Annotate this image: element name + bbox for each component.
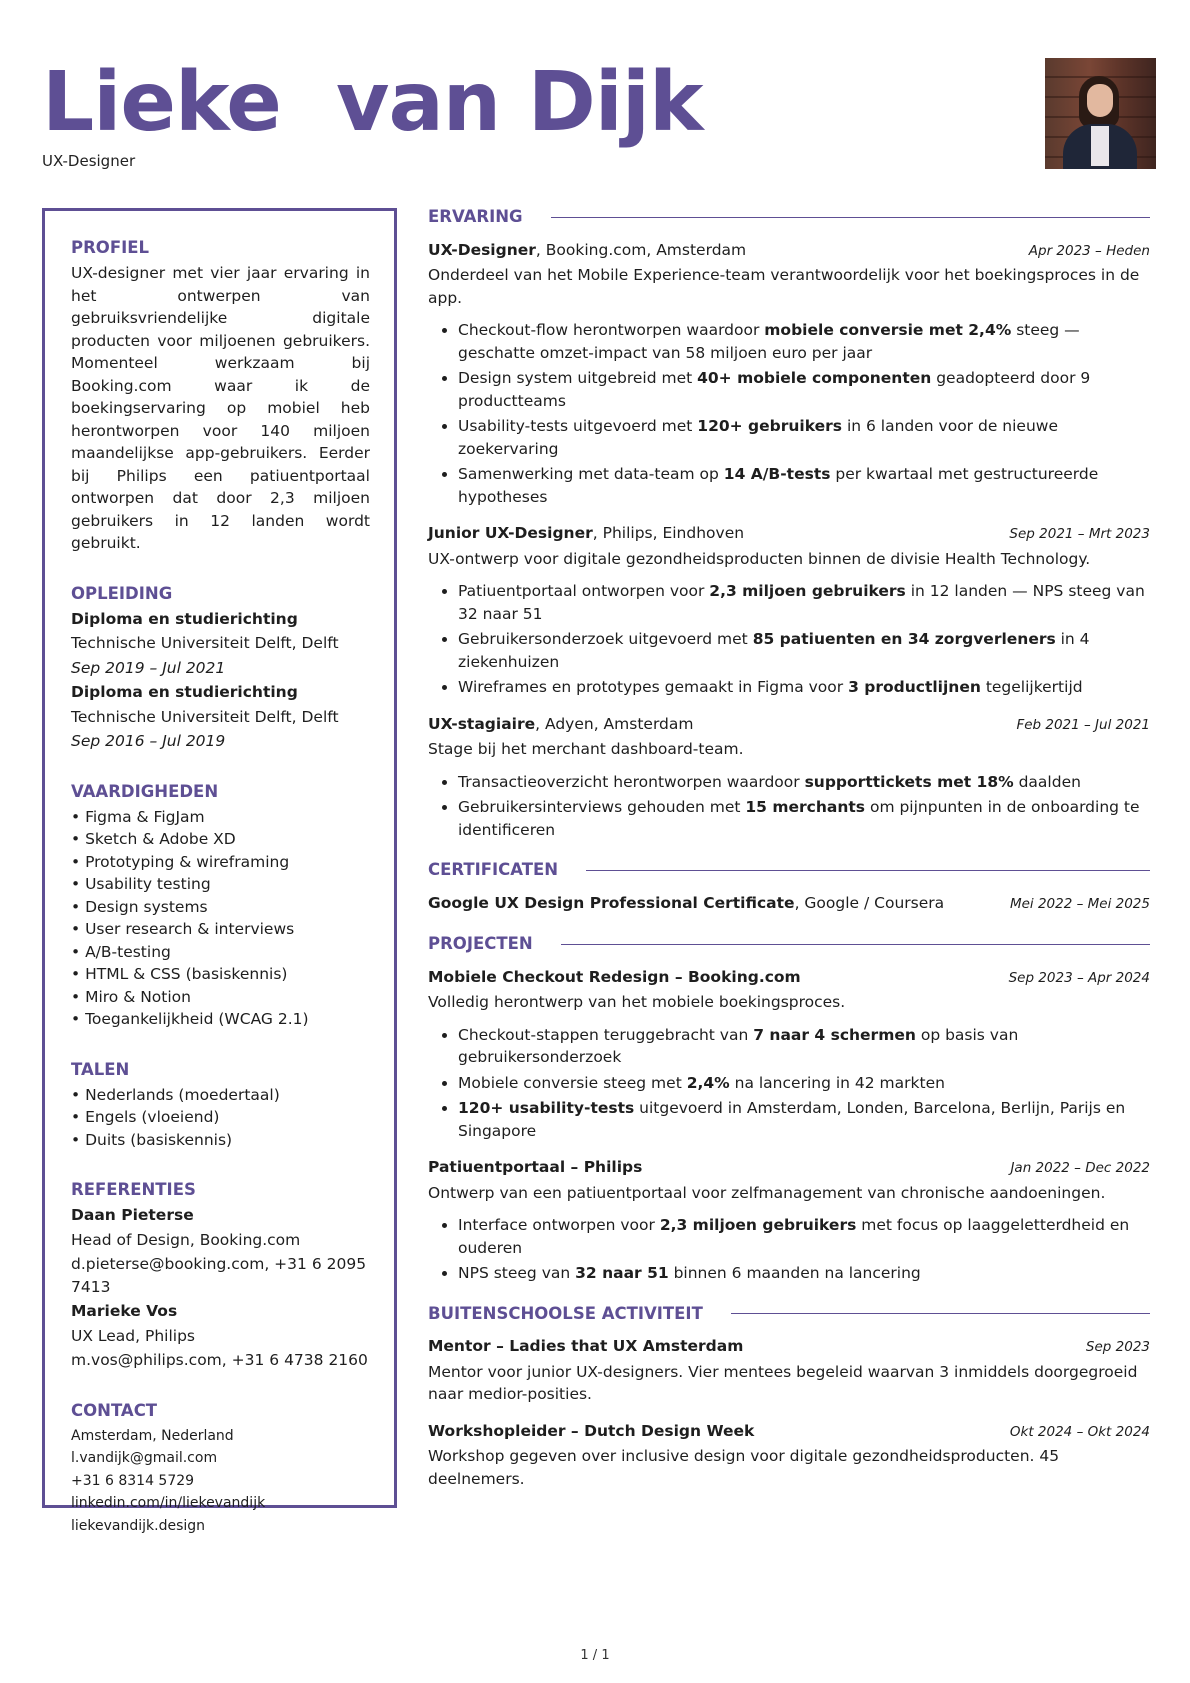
education-degree: Diploma en studierichting xyxy=(71,683,298,701)
bullet-item: • NPS steeg van 32 naar 51 binnen 6 maanden na lancering xyxy=(458,1262,1150,1285)
entry-dates: Feb 2021 – Jul 2021 xyxy=(1016,716,1150,733)
bullet-item: • Wireframes en prototypes gemaakt in Figma voor 3 productlijnen tegelijkertijd xyxy=(458,676,1150,699)
entry-org: , Philips, Eindhoven xyxy=(592,524,745,542)
bullet-item: • Samenwerking met data-team op 14 A/B-tests per kwartaal met gestructureerde hypotheses xyxy=(458,463,1150,508)
skill-item: • A/B-testing xyxy=(71,942,171,961)
certificates-section xyxy=(428,859,1150,915)
bullet-item: • Mobiele conversie steeg met 2,4% na lancering in 42 markten xyxy=(458,1072,1150,1095)
language-item: • Duits (basiskennis) xyxy=(71,1130,233,1149)
skill-item: • HTML & CSS (basiskennis) xyxy=(71,965,288,983)
languages-section xyxy=(71,1059,370,1152)
activities-title: BUITENSCHOOLSE ACTIVITEIT xyxy=(428,1303,703,1323)
references-title: REFERENTIES xyxy=(71,1180,196,1199)
bullet-item: • Checkout-stappen teruggebracht van 7 naar 4 schermen op basis van gebruikersonderzoek xyxy=(458,1024,1150,1069)
section-rule xyxy=(561,944,1150,945)
main-column xyxy=(428,206,1150,1508)
languages-title: TALEN xyxy=(71,1059,130,1079)
activity-entry xyxy=(428,1335,1150,1406)
projects-title: PROJECTEN xyxy=(428,934,533,953)
skill-item: • Miro & Notion xyxy=(71,987,191,1006)
skills-section xyxy=(71,781,370,1031)
contact-website: liekevandijk.design xyxy=(71,1517,206,1534)
entry-role: UX-stagiaire xyxy=(428,714,536,733)
skill-item: • Sketch & Adobe XD xyxy=(71,830,236,848)
experience-entry xyxy=(428,239,1150,509)
contact-email: l.vandijk@gmail.com xyxy=(71,1450,218,1466)
contact-location: Amsterdam, Nederland xyxy=(71,1427,234,1444)
project-name: Mobiele Checkout Redesign – Booking.com xyxy=(428,967,801,986)
language-item: • Nederlands (moedertaal) xyxy=(71,1085,280,1104)
bullet-item: • Gebruikersinterviews gehouden met 15 merchants om pijnpunten in de onboarding te identificeren xyxy=(458,796,1150,841)
education-school: Technische Universiteit Delft, Delft xyxy=(71,634,339,652)
bullet-item: • Checkout-flow herontworpen waardoor mobiele conversie met 2,4% steeg — geschatte omzet-impact van 58 miljoen euro per jaar xyxy=(458,319,1150,364)
skill-item: • Design systems xyxy=(71,897,208,916)
activity-entry xyxy=(428,1420,1150,1491)
bullet-item: • Gebruikersonderzoek uitgevoerd met 85 patiuenten en 34 zorgverleners in 4 ziekenhuizen xyxy=(458,628,1150,673)
project-description: Ontwerp van een patiuentportaal voor zelfmanagement van chronische aandoeningen. xyxy=(428,1183,1106,1202)
project-description: Volledig herontwerp van het mobiele boekingsproces. xyxy=(428,993,846,1011)
education-title: OPLEIDING xyxy=(71,583,173,603)
language-item: • Engels (vloeiend) xyxy=(71,1108,220,1126)
reference-role: UX Lead, Philips xyxy=(71,1326,195,1345)
skill-item: • Prototyping & wireframing xyxy=(71,852,290,871)
experience-title: ERVARING xyxy=(428,207,523,226)
certificates-title: CERTIFICATEN xyxy=(428,860,559,879)
entry-dates: Sep 2021 – Mrt 2023 xyxy=(1009,526,1150,542)
profile-section xyxy=(71,237,370,555)
page-number: 1 / 1 xyxy=(580,1648,610,1663)
entry-org: , Booking.com, Amsterdam xyxy=(535,240,747,259)
profile-text: UX-designer met vier jaar ervaring in het ontwerpen van gebruiksvriendelijke digitale producten voor miljoenen gebruikers. Momenteel werkzaam bij Booking.com waar ik de boekingservaring op mobiel heb herontworpen voor 140 miljoen maandelijkse app-gebruikers. Eerder bij Philips een patiuentportaal ontworpen dat door 2,3 miljoen gebruikers in 12 landen wordt gebruikt. xyxy=(71,264,370,552)
project-name: Patiuentportaal – Philips xyxy=(428,1158,643,1176)
entry-dates: Apr 2023 – Heden xyxy=(1028,242,1150,259)
experience-entry xyxy=(428,522,1150,699)
contact-section xyxy=(71,1400,370,1538)
entry-description: UX-ontwerp voor digitale gezondheidsproducten binnen de divisie Health Technology. xyxy=(428,549,1091,568)
job-title: UX-Designer xyxy=(42,152,136,170)
activity-name: Mentor – Ladies that UX Amsterdam xyxy=(428,1337,744,1355)
bullet-item: • Usability-tests uitgevoerd met 120+ gebruikers in 6 landen voor de nieuwe zoekervaring xyxy=(458,415,1150,460)
bullet-item: • Transactieoverzicht herontworpen waardoor supporttickets met 18% daalden xyxy=(458,771,1150,794)
education-item xyxy=(71,608,370,680)
sidebar xyxy=(42,208,397,1534)
certificate-entry xyxy=(428,892,1150,916)
certificate-dates: Mei 2022 – Mei 2025 xyxy=(1009,895,1150,912)
entry-description: Onderdeel van het Mobile Experience-team verantwoordelijk voor het boekingsproces in de app. xyxy=(428,266,1140,307)
projects-section xyxy=(428,933,1150,1285)
experience-entry xyxy=(428,713,1150,842)
education-item xyxy=(71,681,370,753)
entry-description: Stage bij het merchant dashboard-team. xyxy=(428,740,744,758)
education-dates: Sep 2016 – Jul 2019 xyxy=(71,732,226,750)
entry-role: Junior UX-Designer xyxy=(428,524,593,542)
reference-name: Marieke Vos xyxy=(71,1302,178,1320)
education-dates: Sep 2019 – Jul 2021 xyxy=(71,658,226,677)
activities-section xyxy=(428,1303,1150,1491)
activity-dates: Okt 2024 – Okt 2024 xyxy=(1009,1423,1150,1440)
reference-role: Head of Design, Booking.com xyxy=(71,1230,301,1249)
activity-description: Mentor voor junior UX-designers. Vier mentees begeleid waarvan 3 inmiddels doorgegroeid naar medior-posities. xyxy=(428,1362,1138,1403)
bullet-item: • Interface ontworpen voor 2,3 miljoen gebruikers met focus op laaggeletterdheid en ouderen xyxy=(458,1214,1150,1259)
reference-contact: m.vos@philips.com, +31 6 4738 2160 xyxy=(71,1351,368,1369)
entry-role: UX-Designer xyxy=(428,240,536,259)
experience-section xyxy=(428,206,1150,841)
activity-name: Workshopleider – Dutch Design Week xyxy=(428,1421,755,1440)
activity-dates: Sep 2023 xyxy=(1085,1339,1150,1355)
education-section xyxy=(71,583,370,753)
candidate-name: Lieke van Dijk xyxy=(42,55,703,150)
reference-name: Daan Pieterse xyxy=(71,1206,194,1224)
skill-item: • Usability testing xyxy=(71,875,211,893)
contact-phone: +31 6 8314 5729 xyxy=(71,1472,195,1489)
contact-linkedin: linkedin.com/in/liekevandijk xyxy=(71,1495,266,1511)
certificate-name: Google UX Design Professional Certificate xyxy=(428,893,795,912)
profile-photo xyxy=(1045,58,1156,169)
bullet-item: • Design system uitgebreid met 40+ mobiele componenten geadopteerd door 9 productteams xyxy=(458,367,1150,412)
bullet-item: • 120+ usability-tests uitgevoerd in Amsterdam, Londen, Barcelona, Berlijn, Parijs en Singapore xyxy=(458,1097,1150,1142)
project-dates: Sep 2023 – Apr 2024 xyxy=(1008,969,1150,986)
bullet-item: • Patiuentportaal ontworpen voor 2,3 miljoen gebruikers in 12 landen — NPS steeg van 32 naar 51 xyxy=(458,580,1150,625)
education-degree: Diploma en studierichting xyxy=(71,609,298,628)
contact-title: CONTACT xyxy=(71,1400,158,1420)
skill-item: • Toegankelijkheid (WCAG 2.1) xyxy=(71,1010,309,1028)
section-rule xyxy=(551,217,1150,218)
skill-item: • User research & interviews xyxy=(71,920,295,938)
project-entry xyxy=(428,1156,1150,1285)
activity-description: Workshop gegeven over inclusive design voor digitale gezondheidsproducten. 45 deelnemers. xyxy=(428,1447,1060,1488)
profile-title: PROFIEL xyxy=(71,238,150,257)
certificate-issuer: , Google / Coursera xyxy=(794,893,945,912)
project-dates: Jan 2022 – Dec 2022 xyxy=(1010,1160,1150,1176)
entry-org: , Adyen, Amsterdam xyxy=(535,714,694,733)
education-school: Technische Universiteit Delft, Delft xyxy=(71,707,339,726)
skill-item: • Figma & FigJam xyxy=(71,807,205,826)
section-rule xyxy=(586,870,1150,871)
project-entry xyxy=(428,966,1150,1143)
references-section xyxy=(71,1179,370,1372)
reference-contact: d.pieterse@booking.com, +31 6 2095 7413 xyxy=(71,1255,367,1296)
section-rule xyxy=(731,1313,1150,1314)
skills-title: VAARDIGHEDEN xyxy=(71,781,219,801)
